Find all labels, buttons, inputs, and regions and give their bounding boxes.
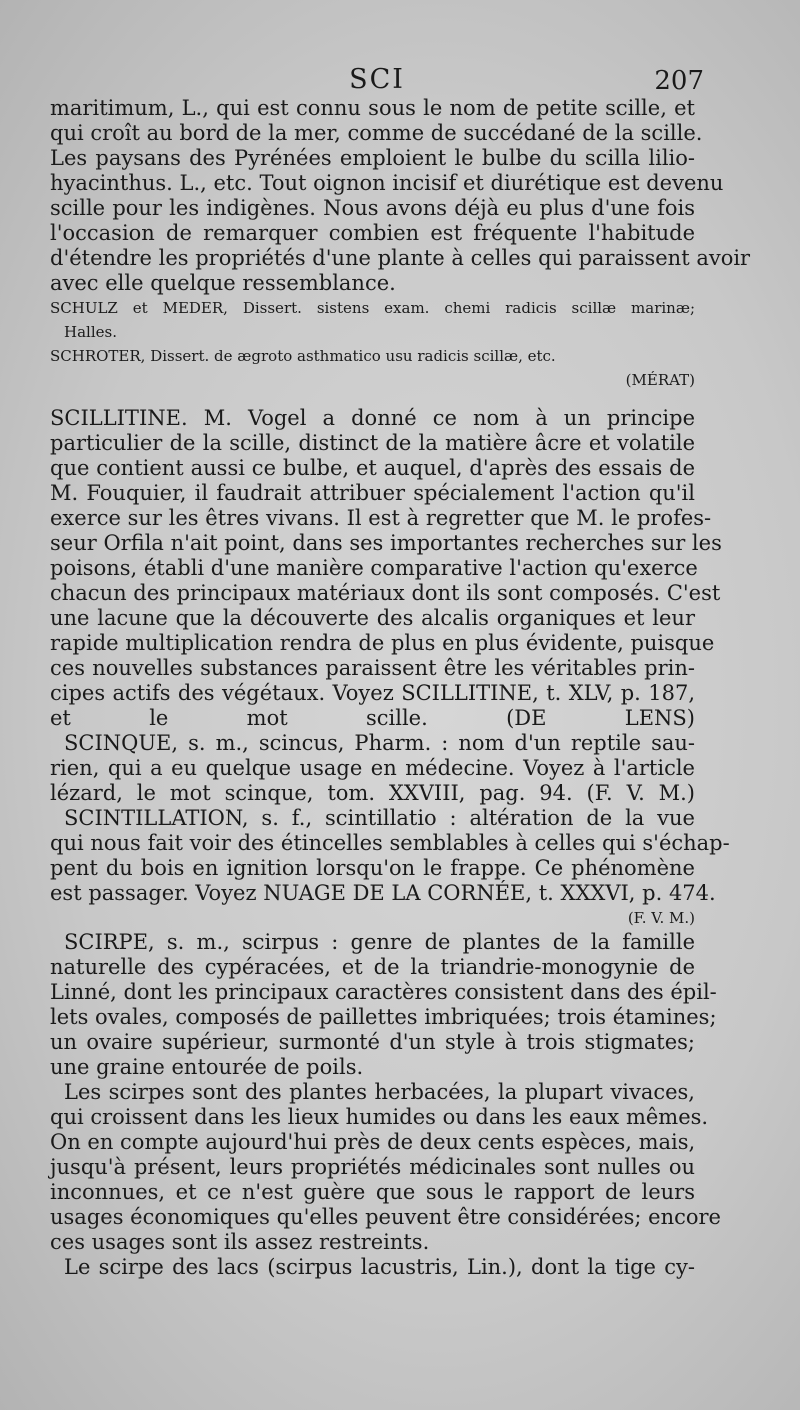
paragraph-gap <box>50 392 695 406</box>
body-text <box>50 96 751 1280</box>
text-line: lézard, le mot scinque, tom. XXVIII, pag. 94. (F. V. M.) <box>50 781 695 805</box>
text-line: rapide multiplication rendra de plus en plus évidente, puisque <box>50 631 715 655</box>
text-line: qui croît au bord de la mer, comme de succédané de la scille. <box>50 121 703 145</box>
text-line: SCILLITINE. M. Vogel a donné ce nom à un principe <box>50 406 695 430</box>
text-line: une lacune que la découverte des alcalis organiques et leur <box>50 606 695 630</box>
text-line: est passager. Voyez NUAGE DE LA CORNÉE, t. XXXVI, p. 474. <box>50 881 716 905</box>
text-line: qui nous fait voir des étincelles semblables à celles qui s'échap- <box>50 831 730 855</box>
text-line: que contient aussi ce bulbe, et auquel, d'après des essais de <box>50 456 695 480</box>
text-line: Halles. <box>64 323 117 341</box>
text-line: M. Fouquier, il faudrait attribuer spécialement l'action qu'il <box>50 481 695 505</box>
text-line: pent du bois en ignition lorsqu'on le frappe. Ce phénomène <box>50 856 695 880</box>
text-line: lets ovales, composés de paillettes imbriquées; trois étamines; <box>50 1005 717 1029</box>
text-line: chacun des principaux matériaux dont ils sont composés. C'est <box>50 581 721 605</box>
text-line: et le mot scille. (DE LENS) <box>50 706 695 730</box>
text-line: poisons, établi d'une manière comparative l'action qu'exerce <box>50 556 698 580</box>
text-line: SCINQUE, s. m., scincus, Pharm. : nom d'un reptile sau- <box>64 731 695 755</box>
text-line: usages économiques qu'elles peuvent être considérées; encore <box>50 1205 721 1229</box>
text-line: inconnues, et ce n'est guère que sous le rapport de leurs <box>50 1180 695 1204</box>
text-line: ces nouvelles substances paraissent être les véritables prin- <box>50 656 695 680</box>
text-line: SCINTILLATION, s. f., scintillatio : altération de la vue <box>64 806 695 830</box>
running-title: SCI <box>349 64 405 95</box>
text-line: On en compte aujourd'hui près de deux cents espèces, mais, <box>50 1130 696 1154</box>
text-line: l'occasion de remarquer combien est fréquente l'habitude <box>50 221 695 245</box>
text-line: naturelle des cypéracées, et de la triandrie-monogynie de <box>50 955 695 979</box>
text-line: avec elle quelque ressemblance. <box>50 271 396 295</box>
text-line: un ovaire supérieur, surmonté d'un style à trois stigmates; <box>50 1030 695 1054</box>
page-number: 207 <box>654 66 704 96</box>
text-line: qui croissent dans les lieux humides ou dans les eaux mêmes. <box>50 1105 709 1129</box>
text-line: SCHROTER, Dissert. de ægroto asthmatico usu radicis scillæ, etc. <box>50 347 556 365</box>
text-line: hyacinthus. L., etc. Tout oignon incisif et diurétique est devenu <box>50 171 724 195</box>
text-line: SCHULZ et MEDER, Dissert. sistens exam. chemi radicis scillæ marinæ; <box>50 299 695 317</box>
text-line: exerce sur les êtres vivans. Il est à regretter que M. le profes- <box>50 506 712 530</box>
text-line: d'étendre les propriétés d'une plante à celles qui paraissent avoir <box>50 246 751 270</box>
text-line: cipes actifs des végétaux. Voyez SCILLITINE, t. XLV, p. 187, <box>50 681 695 705</box>
text-line: scille pour les indigènes. Nous avons déjà eu plus d'une fois <box>50 196 695 220</box>
text-line: Linné, dont les principaux caractères consistent dans des épil- <box>50 980 717 1004</box>
text-line: jusqu'à présent, leurs propriétés médicinales sont nulles ou <box>50 1155 695 1179</box>
text-line: rien, qui a eu quelque usage en médecine. Voyez à l'article <box>50 756 695 780</box>
text-line: particulier de la scille, distinct de la matière âcre et volatile <box>50 431 695 455</box>
text-line: Le scirpe des lacs (scirpus lacustris, Lin.), dont la tige cy- <box>64 1255 695 1279</box>
text-line: seur Orfila n'ait point, dans ses importantes recherches sur les <box>50 531 722 555</box>
text-line: maritimum, L., qui est connu sous le nom de petite scille, et <box>50 96 695 120</box>
text-line: (MÉRAT) <box>625 371 695 389</box>
text-line: Les paysans des Pyrénées emploient le bulbe du scilla lilio- <box>50 146 695 170</box>
text-line: une graine entourée de poils. <box>50 1055 364 1079</box>
text-line: ces usages sont ils assez restreints. <box>50 1230 430 1254</box>
text-line: Les scirpes sont des plantes herbacées, la plupart vivaces, <box>64 1080 695 1104</box>
text-line: (F. V. M.) <box>627 909 695 927</box>
text-line: SCIRPE, s. m., scirpus : genre de plantes de la famille <box>64 930 695 954</box>
